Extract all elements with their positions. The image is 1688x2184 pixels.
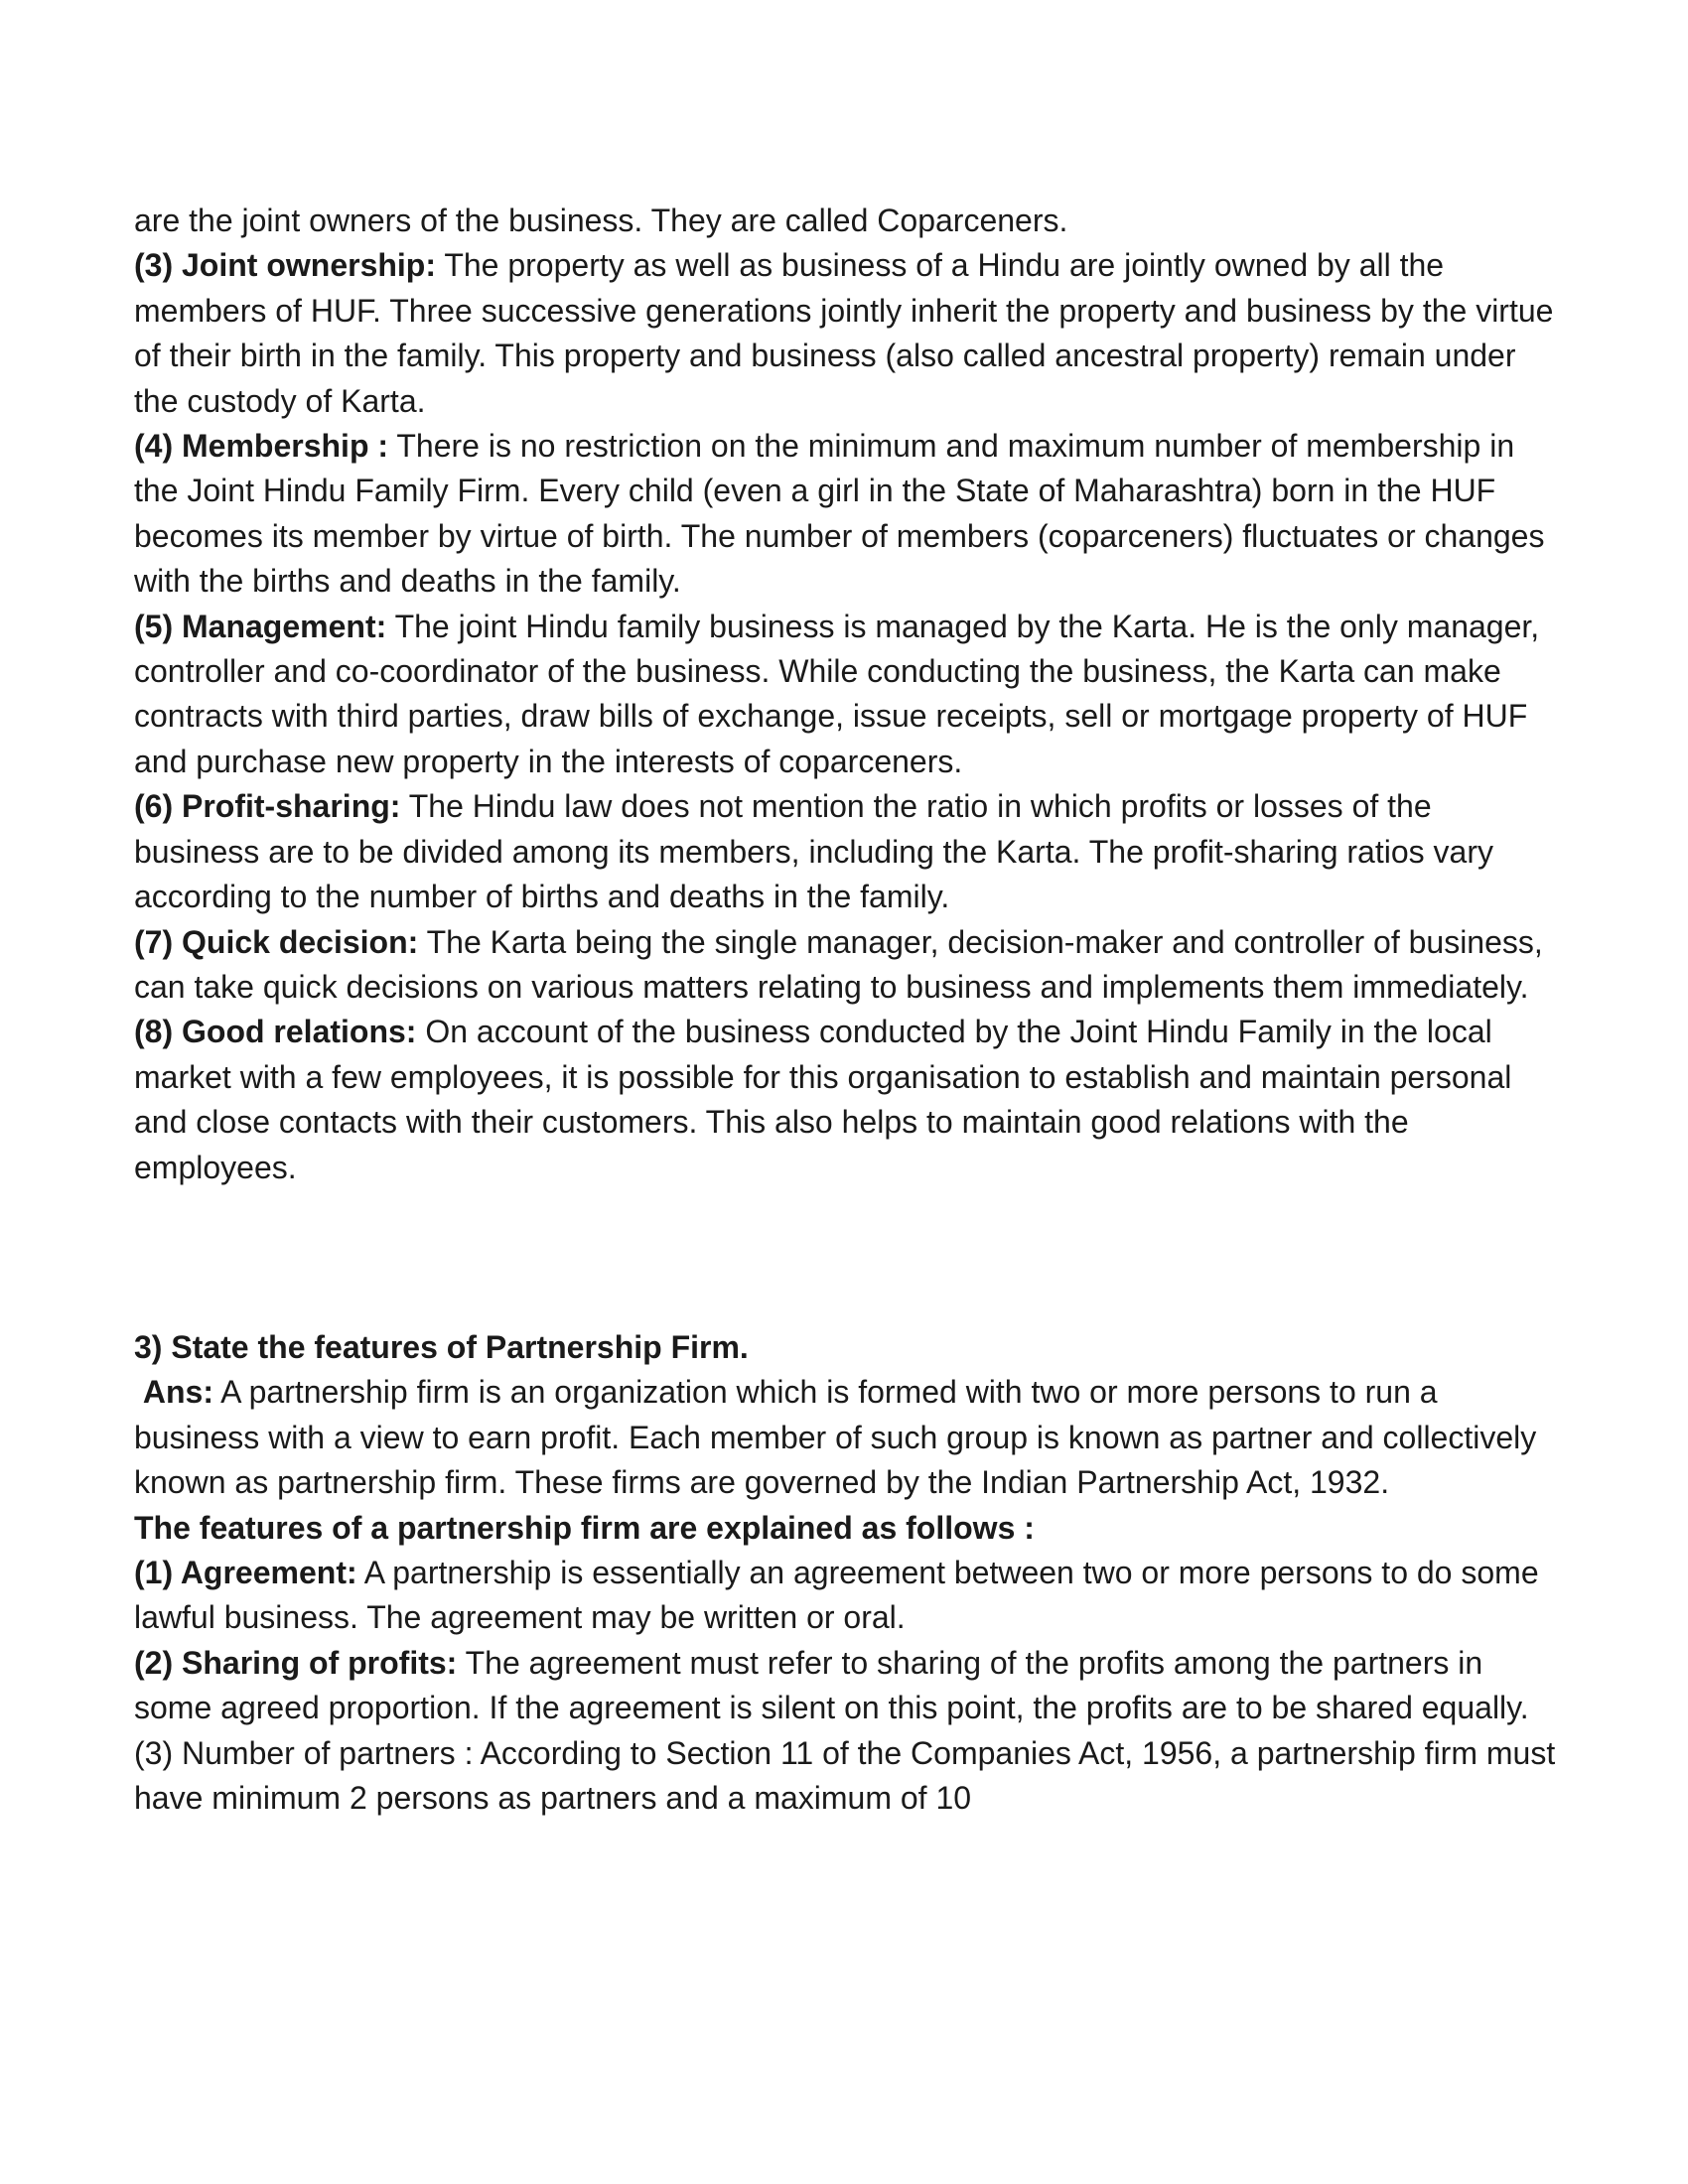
huf-feature-good-relations: [134, 1010, 1564, 1190]
feature-text: On account of the business conducted by the Joint Hindu Family in the local market with a few employees, it is possible for this organisation to establish and maintain personal and close contacts with their customers. This also helps to maintain good relations with the employees.: [134, 1014, 1521, 1185]
feature-text: The property as well as business of a Hindu are jointly owned by all the members of HUF. Three successive generations jointly inherit the property and business by the virtue of their birth in the family. This property and business (also called ancestral property) remain under the custody of Karta.: [134, 247, 1563, 419]
feature-label: (8) Good relations:: [134, 1014, 417, 1050]
feature-label: (7) Quick decision:: [134, 923, 419, 960]
huf-feature-management: [134, 605, 1564, 785]
feature-label: (1) Agreement:: [134, 1554, 357, 1590]
feature-text: A partnership is essentially an agreement between two or more persons to do some lawful business. The agreement may be written or oral.: [134, 1554, 1548, 1636]
feature-text: The Hindu law does not mention the ratio in which profits or losses of the business are to be divided among its members, including the Karta. The profit-sharing ratios vary according to the number of births and deaths in the family.: [134, 788, 1502, 915]
partnership-feature-number-of-partners: (3) Number of partners : According to Section 11 of the Companies Act, 1956, a partnership firm must have minimum 2 persons as partners and a maximum of 10: [134, 1734, 1565, 1816]
feature-label: (3) Joint ownership:: [134, 247, 436, 284]
feature-label: (6) Profit-sharing:: [134, 788, 401, 825]
partnership-feature-agreement: [134, 1551, 1564, 1641]
partnership-feature-sharing-of-profits: [134, 1641, 1564, 1731]
feature-text: The Karta being the single manager, decision-maker and controller of business, can take quick decisions on various matters relating to business and implements them immediately.: [134, 923, 1552, 1005]
document-body: [134, 199, 1564, 1821]
huf-feature-profit-sharing: [134, 784, 1564, 919]
question-heading: 3) State the features of Partnership Firm.: [134, 1328, 749, 1365]
feature-text: There is no restriction on the minimum and maximum number of membership in the Joint Hindu Family Firm. Every child (even a girl in the State of Maharashtra) born in the HUF becomes its member by virtue of birth. The number of members (coparceners) fluctuates or changes with the births and deaths in the family.: [134, 428, 1554, 600]
feature-text: The agreement must refer to sharing of the profits among the partners in some agreed proportion. If the agreement is silent on this point, the profits are to be shared equally.: [134, 1644, 1529, 1726]
huf-feature-quick-decision: [134, 920, 1564, 1011]
answer-label: Ans:: [134, 1374, 213, 1411]
answer-paragraph: [134, 1370, 1564, 1505]
feature-label: (2) Sharing of profits:: [134, 1644, 458, 1681]
answer-text: A partnership firm is an organization which is formed with two or more persons to run a business with a view to earn profit. Each member of such group is known as partner and collectively known as partnership firm. These firms are governed by the Indian Partnership Act, 1932.: [134, 1374, 1546, 1501]
feature-text: The joint Hindu family business is managed by the Karta. He is the only manager, controller and co-coordinator of the business. While conducting the business, the Karta can make contracts with third parties, draw bills of exchange, issue receipts, sell or mortgage property of HUF and purchase new property in the interests of coparceners.: [134, 608, 1549, 779]
huf-feature-joint-ownership: [134, 243, 1564, 424]
section-spacer: [134, 1190, 1564, 1325]
features-heading: The features of a partnership firm are explained as follows :: [134, 1509, 1035, 1546]
feature-label: (5) Management:: [134, 608, 387, 644]
huf-feature-membership: [134, 424, 1564, 605]
feature-label: (4) Membership :: [134, 428, 389, 465]
continuation-text: are the joint owners of the business. They are called Coparceners.: [134, 203, 1068, 238]
